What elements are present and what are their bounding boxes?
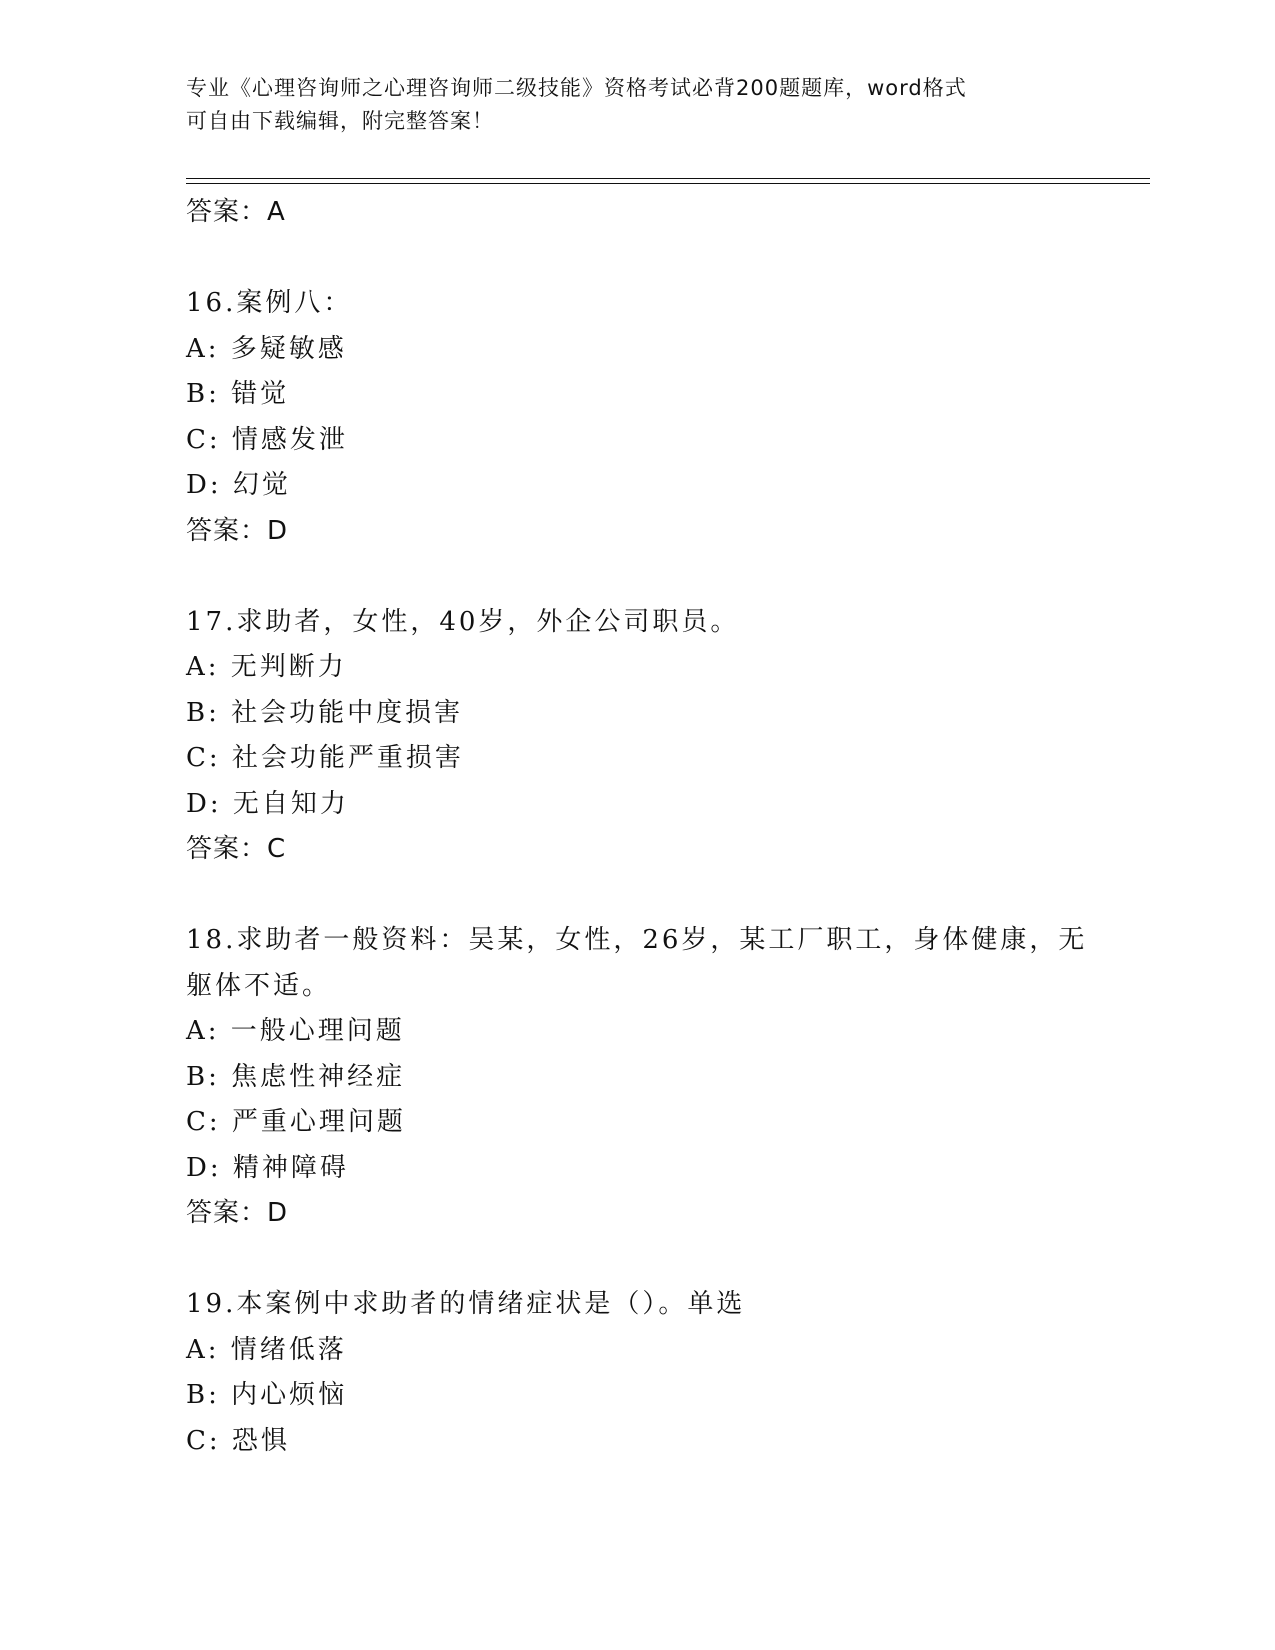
option-b: B: 错觉 <box>186 379 290 409</box>
answer-line: 答案：A <box>186 197 286 227</box>
question-list <box>186 190 1086 1464</box>
option-d: D: 精神障碍 <box>186 1152 349 1183</box>
answer-line: 答案：D <box>186 515 289 546</box>
option-b: B: 焦虑性神经症 <box>186 1061 406 1092</box>
option-a: A: 多疑敏感 <box>186 333 347 364</box>
spacer <box>186 1237 1086 1283</box>
spacer <box>186 236 1086 282</box>
question-text: 16.案例八： <box>186 288 353 318</box>
option-b: B: 内心烦恼 <box>186 1380 348 1410</box>
spacer <box>186 873 1086 919</box>
question-text-line-2: 躯体不适。 <box>186 970 332 1001</box>
option-c: C: 情感发泄 <box>186 424 348 455</box>
header-divider-top <box>186 178 1150 179</box>
answer-line: 答案：C <box>186 834 287 864</box>
option-a: A: 情绪低落 <box>186 1334 347 1365</box>
question-text-line-1: 18.求助者一般资料：吴某，女性，26岁，某工厂职工，身体健康，无 <box>186 925 1088 955</box>
option-a: A: 无判断力 <box>186 652 347 682</box>
question-text: 19.本案例中求助者的情绪症状是（）。单选 <box>186 1289 746 1319</box>
option-c: C: 严重心理问题 <box>186 1107 406 1137</box>
header-divider-bottom <box>186 183 1150 184</box>
header-line-1: 专业《心理咨询师之心理咨询师二级技能》资格考试必背200题题库，word格式 <box>186 76 967 100</box>
question-text: 17.求助者，女性，40岁，外企公司职员。 <box>186 606 740 637</box>
question-block-18 <box>186 918 1086 1237</box>
option-b: B: 社会功能中度损害 <box>186 697 464 728</box>
option-d: D: 幻觉 <box>186 470 291 500</box>
option-c: C: 社会功能严重损害 <box>186 743 464 773</box>
option-c: C: 恐惧 <box>186 1425 290 1456</box>
option-d: D: 无自知力 <box>186 788 349 819</box>
option-a: A: 一般心理问题 <box>186 1016 405 1046</box>
spacer <box>186 554 1086 600</box>
header-line-2: 可自由下载编辑，附完整答案！ <box>186 109 494 133</box>
document-header <box>186 72 1086 138</box>
answer-line: 答案：D <box>186 1198 289 1228</box>
question-block-17 <box>186 600 1086 873</box>
question-block-19 <box>186 1282 1086 1464</box>
question-block-16 <box>186 281 1086 554</box>
